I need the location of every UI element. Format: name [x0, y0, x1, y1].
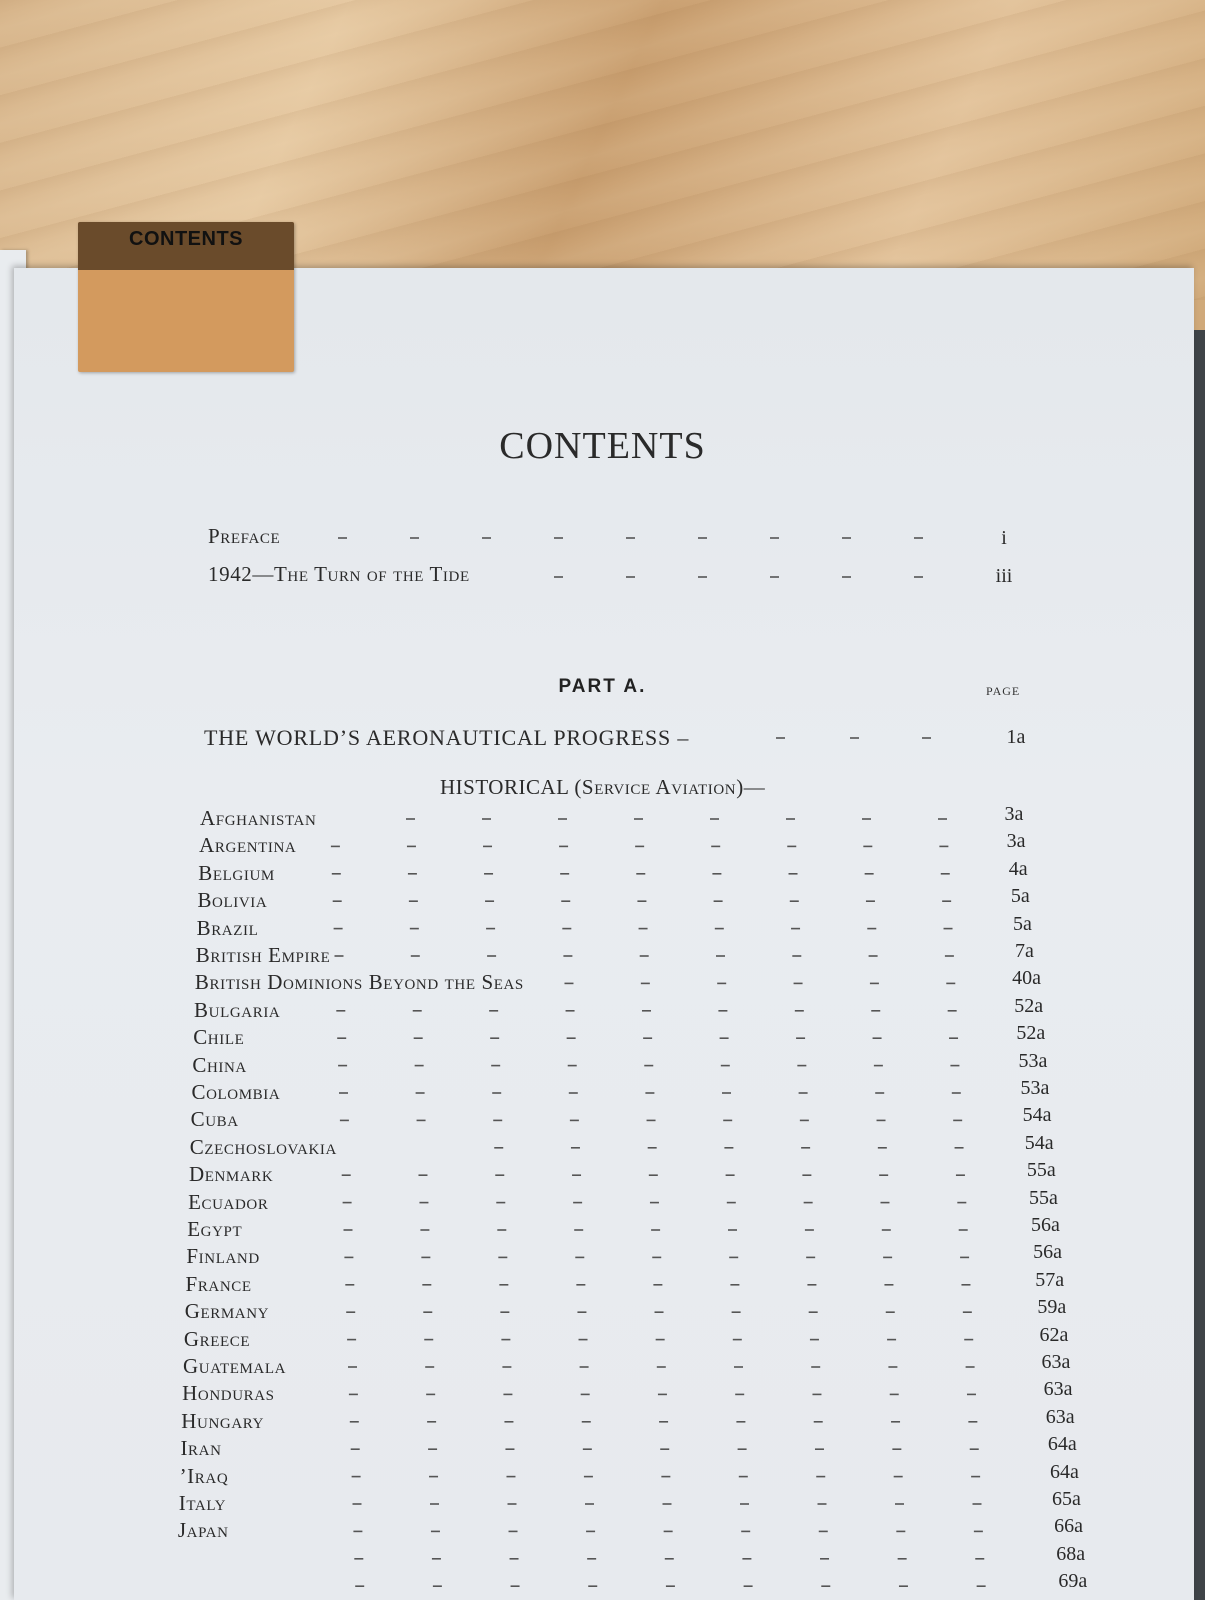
toc-entry-country[interactable] — [191, 1107, 239, 1133]
toc-entry-country[interactable] — [182, 1381, 274, 1407]
country-name: Czechoslovakia — [189, 1134, 337, 1159]
country-page: 53a — [1018, 1049, 1048, 1072]
country-page: 4a — [1008, 857, 1028, 880]
country-page: 55a — [1026, 1159, 1056, 1182]
toc-entry-country[interactable] — [178, 1518, 229, 1544]
country-name: Japan — [177, 1518, 229, 1543]
country-page: 5a — [1012, 912, 1032, 935]
toc-entry-country[interactable] — [196, 943, 331, 969]
country-name: France — [185, 1271, 252, 1296]
toc-entry-world-progress[interactable]: THE WORLD’S AERONAUTICAL PROGRESS – — [204, 725, 690, 750]
country-name: Afghanistan — [200, 806, 317, 830]
country-page: 40a — [1012, 967, 1042, 990]
toc-entry-page: iii — [995, 565, 1013, 587]
country-name: Finland — [186, 1244, 260, 1269]
toc-entry-country[interactable] — [200, 806, 316, 832]
section-heading-main: HISTORICAL ( — [440, 775, 582, 799]
toc-entry-country[interactable] — [186, 1244, 259, 1270]
tab-label: CONTENTS — [129, 228, 243, 250]
country-name: Chile — [193, 1025, 245, 1050]
country-page: 63a — [1045, 1405, 1075, 1428]
toc-entry-country[interactable] — [193, 1025, 244, 1051]
toc-entry-country[interactable] — [181, 1409, 264, 1435]
country-name: Bolivia — [197, 888, 268, 913]
section-heading-historical — [440, 775, 765, 800]
toc-entry-country[interactable] — [197, 888, 267, 914]
toc-entry-page: 1a — [1006, 726, 1026, 748]
section-heading-subtitle: Service Aviation — [581, 775, 737, 799]
country-name: British Dominions Beyond the Seas — [194, 970, 524, 995]
country-name: China — [192, 1052, 247, 1077]
country-page: 59a — [1037, 1296, 1067, 1319]
toc-entry-country[interactable] — [194, 998, 280, 1024]
toc-entry-country[interactable] — [190, 1135, 337, 1161]
toc-entry-page: i — [1001, 527, 1007, 549]
toc-entry-country[interactable] — [189, 1162, 273, 1188]
country-page: 68a — [1056, 1542, 1086, 1565]
country-page: 66a — [1054, 1515, 1084, 1538]
country-name: British Empire — [195, 943, 331, 967]
country-name: ’Iraq — [179, 1463, 229, 1488]
country-name: Bulgaria — [194, 997, 281, 1022]
country-page: 64a — [1049, 1460, 1079, 1483]
country-page: 52a — [1014, 994, 1044, 1017]
country-name: Argentina — [199, 833, 297, 858]
part-heading: PART A. — [558, 676, 647, 697]
page-column-header: PAGE — [986, 684, 1021, 698]
country-page: 63a — [1041, 1351, 1071, 1373]
country-name: Egypt — [187, 1217, 243, 1241]
toc-entry-country[interactable] — [195, 970, 524, 996]
toc-entry-country[interactable] — [183, 1354, 286, 1380]
country-page: 62a — [1039, 1323, 1069, 1346]
country-page: 64a — [1047, 1433, 1077, 1456]
country-page: 3a — [1004, 803, 1024, 825]
country-page: 3a — [1006, 830, 1026, 853]
toc-entry-turn-of-tide[interactable] — [208, 562, 470, 588]
toc-entry-country[interactable] — [187, 1217, 242, 1243]
toc-entry-country[interactable] — [184, 1327, 250, 1353]
country-page: 7a — [1015, 940, 1034, 962]
country-page: 54a — [1024, 1131, 1054, 1154]
country-name: Denmark — [188, 1162, 274, 1187]
toc-entry-country[interactable] — [186, 1272, 252, 1298]
country-name: Colombia — [191, 1080, 281, 1104]
toc-entry-country[interactable] — [199, 833, 296, 859]
country-name: Brazil — [196, 915, 259, 940]
toc-entry-country[interactable] — [188, 1190, 268, 1216]
section-heading-tail: )— — [736, 775, 766, 799]
country-name: Honduras — [182, 1381, 275, 1406]
country-name: Ecuador — [188, 1189, 269, 1214]
country-page: 52a — [1016, 1022, 1046, 1045]
country-page: 69a — [1058, 1570, 1088, 1593]
contents-index-tab[interactable] — [78, 222, 294, 372]
country-name: Cuba — [190, 1107, 239, 1132]
country-page: 56a — [1033, 1241, 1063, 1264]
country-page: 54a — [1022, 1104, 1052, 1127]
toc-entry-preface[interactable] — [208, 524, 280, 550]
toc-entry-country[interactable] — [198, 861, 275, 887]
country-page: 57a — [1035, 1268, 1065, 1291]
country-name: Germany — [184, 1299, 270, 1324]
country-name: Italy — [178, 1491, 227, 1515]
toc-entry-country[interactable] — [192, 1080, 281, 1106]
country-name: Guatemala — [183, 1354, 287, 1378]
country-page: 65a — [1052, 1488, 1081, 1510]
country-page: 63a — [1043, 1378, 1073, 1401]
country-page: 56a — [1031, 1214, 1060, 1236]
country-name: Belgium — [198, 860, 275, 885]
toc-entry-label: 1942—The Turn of the Tide — [208, 562, 470, 586]
country-page: 53a — [1020, 1077, 1050, 1099]
toc-entry-country[interactable] — [192, 1053, 247, 1079]
toc-entry-country[interactable] — [179, 1491, 226, 1517]
country-name: Hungary — [181, 1408, 265, 1433]
toc-entry-country[interactable] — [180, 1464, 229, 1490]
country-page: 5a — [1010, 885, 1030, 908]
page-title: CONTENTS — [499, 425, 706, 467]
toc-entry-country[interactable] — [185, 1299, 269, 1325]
toc-entry-country[interactable] — [197, 916, 259, 942]
country-page: 55a — [1028, 1186, 1058, 1209]
toc-entry-country[interactable] — [180, 1436, 221, 1462]
country-name: Iran — [180, 1436, 222, 1461]
country-name: Greece — [183, 1326, 251, 1351]
toc-entry-label: Preface — [208, 524, 281, 548]
